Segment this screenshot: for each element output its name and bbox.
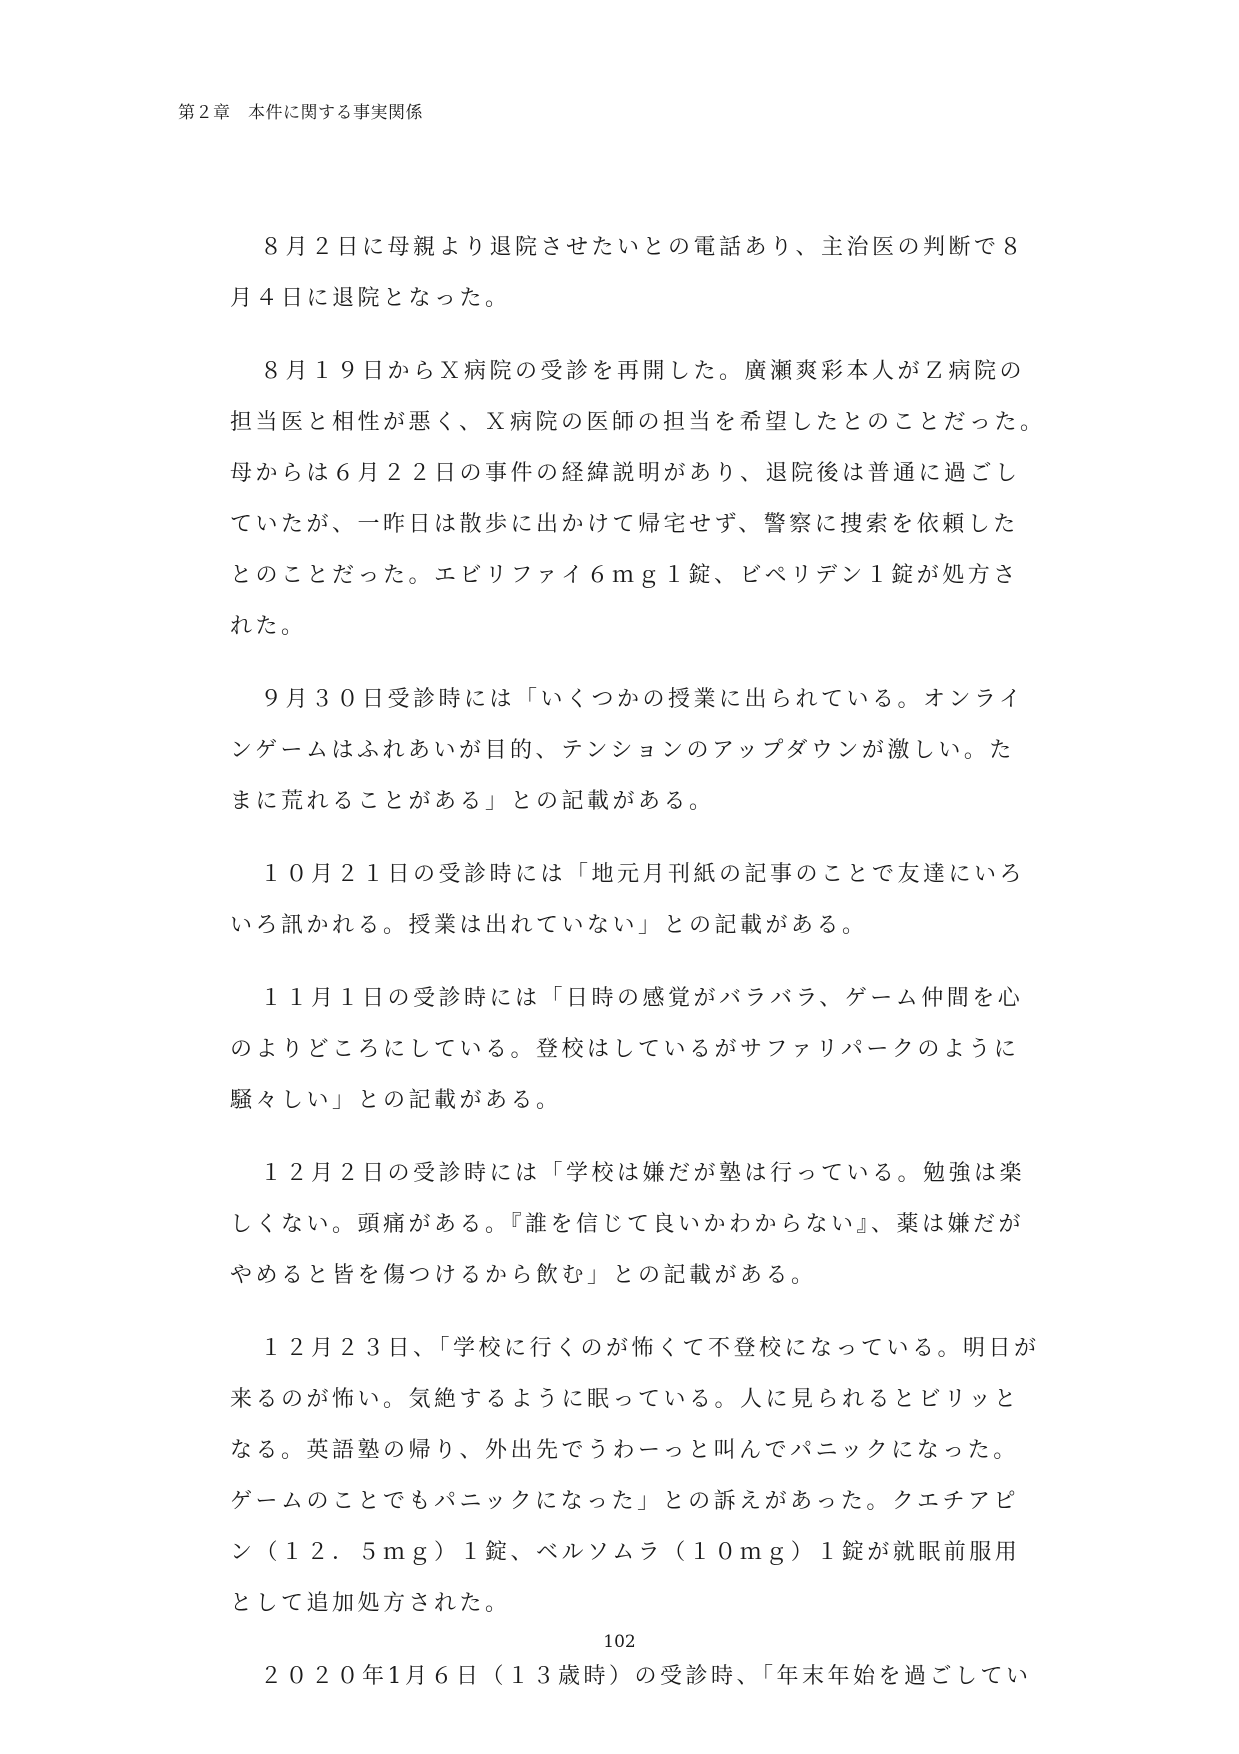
text-line: なる。英語塾の帰り、外出先でうわーっと叫んでパニックになった。: [230, 1438, 1019, 1463]
text-line: として追加処方された。: [230, 1591, 511, 1616]
paragraph: [230, 1148, 1060, 1301]
text-line: ン（１２．５ｍｇ）１錠、ベルソムラ（１０ｍｇ）１錠が就眠前服用: [230, 1540, 1021, 1565]
paragraph: [230, 674, 1060, 827]
text-line: １２月２３日、「学校に行くのが怖くて不登校になっている。明日が: [260, 1336, 1040, 1361]
text-line: 騒々しい」との記載がある。: [230, 1088, 562, 1113]
text-line: １２月２日の受診時には「学校は嫌だが塾は行っている。勉強は楽: [260, 1161, 1026, 1186]
text-line: ８月２日に母親より退院させたいとの電話あり、主治医の判断で８: [260, 235, 1026, 260]
text-line: いろ訊かれる。授業は出れていない」との記載がある。: [230, 913, 868, 938]
text-line: れた。: [230, 614, 307, 639]
text-line: やめると皆を傷つけるから飲む」との記載がある。: [230, 1263, 817, 1288]
text-line: ９月３０日受診時には「いくつかの授業に出られている。オンライ: [260, 687, 1025, 712]
paragraph: [230, 1323, 1060, 1629]
page-number: 102: [603, 1632, 636, 1652]
text-line: ンゲームはふれあいが目的、テンションのアップダウンが激しい。た: [230, 738, 1015, 763]
text-line: １０月２１日の受診時には「地元月刊紙の記事のことで友達にいろ: [260, 862, 1026, 887]
text-line: まに荒れることがある」との記載がある。: [230, 789, 715, 814]
text-line: とのことだった。エビリファイ６ｍｇ１錠、ビペリデン１錠が処方さ: [230, 563, 1019, 588]
chapter-header: 第２章 本件に関する事実関係: [178, 103, 423, 123]
text-line: しくない。頭痛がある。『誰を信じて良いかわからない』、薬は嫌だが: [230, 1212, 1025, 1237]
document-body: [230, 222, 1060, 1724]
paragraph: [230, 1651, 1060, 1702]
text-line: ８月１９日からＸ病院の受診を再開した。廣瀬爽彩本人がＺ病院の: [260, 359, 1026, 384]
text-line: ゲームのことでもパニックになった」との訴えがあった。クエチアピ: [230, 1489, 1019, 1514]
text-line: ていたが、一昨日は散歩に出かけて帰宅せず、警察に捜索を依頼した: [230, 512, 1019, 537]
text-line: ２０２０年1月６日（１３歳時）の受診時、「年末年始を過ごしてい: [260, 1664, 1032, 1689]
text-line: のよりどころにしている。登校はしているがサファリパークのように: [230, 1037, 1020, 1062]
paragraph: [230, 222, 1060, 324]
paragraph: [230, 973, 1060, 1126]
text-line: 月４日に退院となった。: [230, 286, 511, 311]
text-line: 母からは６月２２日の事件の経緯説明があり、退院後は普通に過ごし: [230, 461, 1021, 486]
text-line: 担当医と相性が悪く、Ｘ病院の医師の担当を希望したとのことだった。: [230, 410, 1046, 435]
paragraph: [230, 346, 1060, 652]
paragraph: [230, 849, 1060, 951]
text-line: 来るのが怖い。気絶するように眠っている。人に見られるとビリッと: [230, 1387, 1020, 1412]
text-line: １１月１日の受診時には「日時の感覚がバラバラ、ゲーム仲間を心: [260, 986, 1024, 1011]
